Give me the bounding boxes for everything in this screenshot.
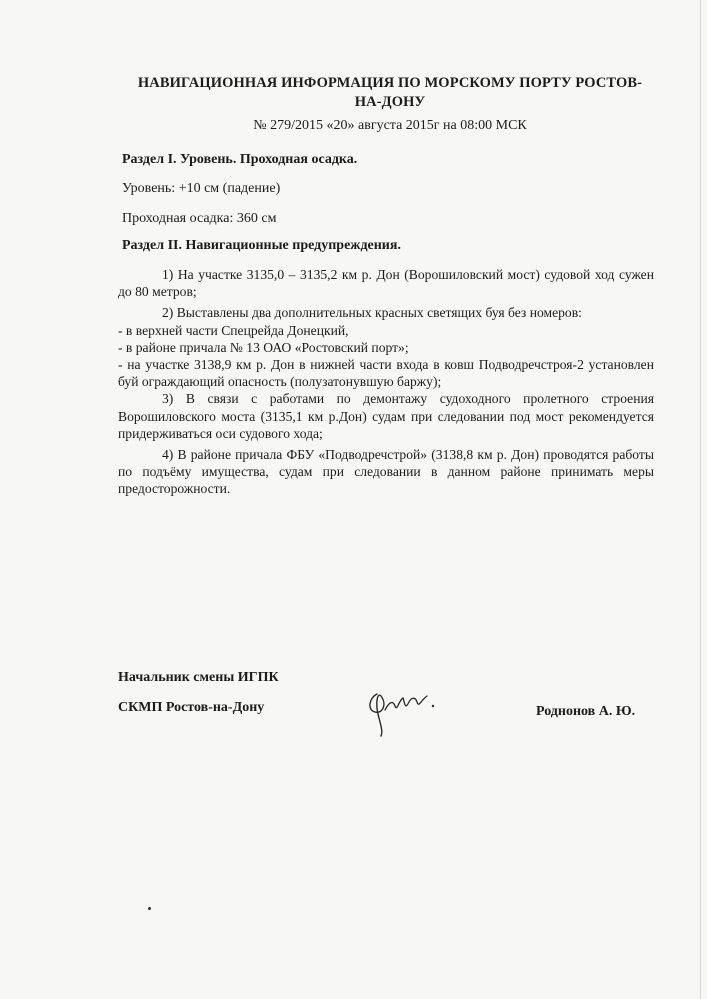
signer-position-2: СКМП Ростов-на-Дону	[118, 700, 265, 715]
warnings-list	[118, 266, 654, 498]
passage-draft: Проходная осадка: 360 см	[122, 211, 277, 226]
signer-position-1: Начальник смены ИГПК	[118, 670, 279, 685]
warning-item-2-bullet-2: - в районе причала № 13 ОАО «Ростовский порт»;	[118, 339, 409, 355]
scan-speck	[148, 907, 151, 910]
scan-edge	[700, 0, 701, 999]
warning-item-2-bullet-1: - в верхней части Спецрейда Донецкий,	[118, 322, 349, 338]
warning-item-2: 2) Выставлены два дополнительных красных светящих буя без номеров:	[162, 305, 582, 321]
warning-item-3: 3) В связи с работами по демонтажу судоходного пролетного строения Ворошиловского моста (3135,1 км р.Дон) судам при следовании под мост рекомендуется придерживаться оси судового хода;	[118, 391, 654, 441]
signer-name: Роднонов А. Ю.	[536, 704, 636, 719]
water-level: Уровень: +10 см (падение)	[122, 181, 281, 196]
section-1-heading: Раздел I. Уровень. Проходная осадка.	[122, 152, 358, 167]
handwritten-signature	[365, 682, 445, 742]
warning-item-1: 1) На участке 3135,0 – 3135,2 км р. Дон (Ворошиловский мост) судовой ход сужен до 80 метров;	[118, 267, 654, 300]
document-number-date: № 279/2015 «20» августа 2015г на 08:00 МСК	[253, 118, 527, 133]
warning-item-2-bullet-3: - на участке 3138,9 км р. Дон в нижней части входа в ковш Подводречстроя-2 установлен буй ограждающий опасность (полузатонувшую баржу);	[118, 357, 654, 390]
document-title: НАВИГАЦИОННАЯ ИНФОРМАЦИЯ ПО МОРСКОМУ ПОРТУ РОСТОВ-НА-ДОНУ	[137, 75, 643, 110]
warning-item-4: 4) В районе причала ФБУ «Подводречстрой» (3138,8 км р. Дон) проводятся работы по подъёму имущества, судам при следовании в данном районе принимать меры предосторожности.	[118, 447, 654, 497]
section-2-heading: Раздел II. Навигационные предупреждения.	[122, 238, 401, 253]
